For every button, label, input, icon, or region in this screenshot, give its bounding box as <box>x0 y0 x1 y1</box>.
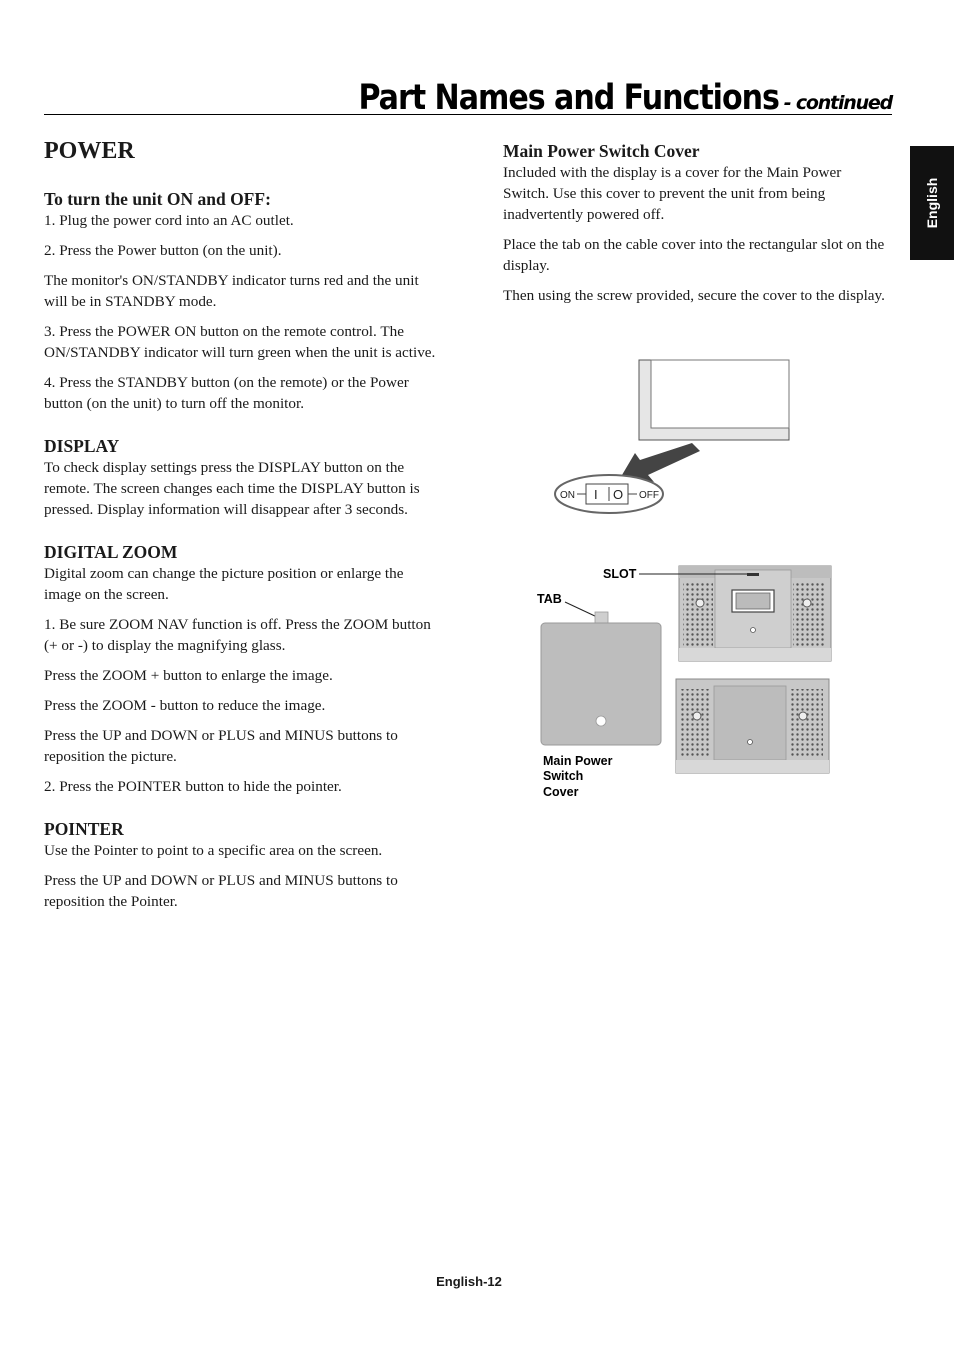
tab-leader-line <box>565 602 597 617</box>
screw-icon <box>803 599 811 607</box>
zoom-reduce: Press the ZOOM - button to reduce the image. <box>44 697 326 714</box>
cover-installation-diagram <box>535 562 835 802</box>
page-number: English-12 <box>436 1274 502 1289</box>
pointer-intro: Use the Pointer to point to a specific area on the screen. <box>44 842 383 859</box>
power-step-3: 3. Press the POWER ON button on the remote control. The ON/STANDBY indicator will turn green when the unit is active. <box>44 323 436 361</box>
vent-right-bottom <box>789 689 823 757</box>
left-column <box>44 138 436 912</box>
power-switch-diagram <box>540 355 800 525</box>
power-subheading: To turn the unit ON and OFF: <box>44 189 271 209</box>
tab-label: TAB <box>537 592 562 606</box>
rear-panel-top-lip <box>679 648 831 661</box>
zoom-step-1: 1. Be sure ZOOM NAV function is off. Press the ZOOM button (+ or -) to display the magnifying glass. <box>44 616 431 654</box>
cover-intro: Included with the display is a cover for the Main Power Switch. Use this cover to prevent the unit from being inadvertently powered off. <box>503 164 842 223</box>
rear-panel-bottom-lip <box>676 760 829 773</box>
vent-right-top <box>793 582 825 646</box>
screw-icon <box>696 599 704 607</box>
cover-label-line-3: Cover <box>543 785 579 799</box>
screw-hole-icon <box>751 628 756 633</box>
installed-cover <box>714 686 786 760</box>
power-step-4: 4. Press the STANDBY button (on the remote) or the Power button (on the unit) to turn off the monitor. <box>44 374 409 412</box>
power-step-1: 1. Plug the power cord into an AC outlet. <box>44 212 294 229</box>
switch-on-label: ON <box>560 490 575 501</box>
screw-icon <box>799 712 807 720</box>
switch-o-mark: O <box>613 487 624 502</box>
page-title-text: Part Names and Functions <box>358 78 780 118</box>
page-title-continued: - continued <box>783 92 892 114</box>
switch-i-mark: I <box>594 487 598 502</box>
screw-icon <box>693 712 701 720</box>
main-power-switch-rocker <box>736 593 770 609</box>
cover-label-line-2: Switch <box>543 769 584 783</box>
vent-left-top <box>683 582 713 646</box>
display-heading: DISPLAY <box>44 436 120 456</box>
right-column <box>503 141 885 306</box>
cover-screw-step: Then using the screw provided, secure the cover to the display. <box>503 287 885 304</box>
language-tab <box>910 146 954 260</box>
zoom-heading: DIGITAL ZOOM <box>44 542 178 562</box>
installed-screw-icon <box>748 740 753 745</box>
power-heading: POWER <box>44 138 135 164</box>
display-text: To check display settings press the DISPLAY button on the remote. The screen changes each time the DISPLAY button is pressed. Display information will disappear after 3 seconds. <box>44 459 420 518</box>
language-tab-label: English <box>924 177 940 229</box>
power-standby-note: The monitor's ON/STANDBY indicator turns red and the unit will be in STANDBY mode. <box>44 272 419 310</box>
slot-icon <box>747 573 759 576</box>
cover-screw-hole <box>596 716 606 726</box>
pointer-heading: POINTER <box>44 819 124 839</box>
zoom-step-2: 2. Press the POINTER button to hide the pointer. <box>44 778 342 795</box>
page-title <box>290 78 892 118</box>
cover-tab-step: Place the tab on the cable cover into the rectangular slot on the display. <box>503 236 885 274</box>
cover-heading: Main Power Switch Cover <box>503 141 700 161</box>
zoom-enlarge: Press the ZOOM + button to enlarge the image. <box>44 667 333 684</box>
cover-label-line-1: Main Power <box>543 754 613 768</box>
main-power-switch-cover <box>541 623 661 745</box>
zoom-reposition: Press the UP and DOWN or PLUS and MINUS buttons to reposition the picture. <box>44 727 398 765</box>
vent-left-bottom <box>680 689 710 757</box>
switch-off-label: OFF <box>639 490 659 501</box>
power-step-2: 2. Press the Power button (on the unit). <box>44 242 282 259</box>
pointer-reposition: Press the UP and DOWN or PLUS and MINUS buttons to reposition the Pointer. <box>44 872 398 910</box>
monitor-screen <box>651 360 789 428</box>
zoom-intro: Digital zoom can change the picture position or enlarge the image on the screen. <box>44 565 404 603</box>
slot-label: SLOT <box>603 567 637 581</box>
